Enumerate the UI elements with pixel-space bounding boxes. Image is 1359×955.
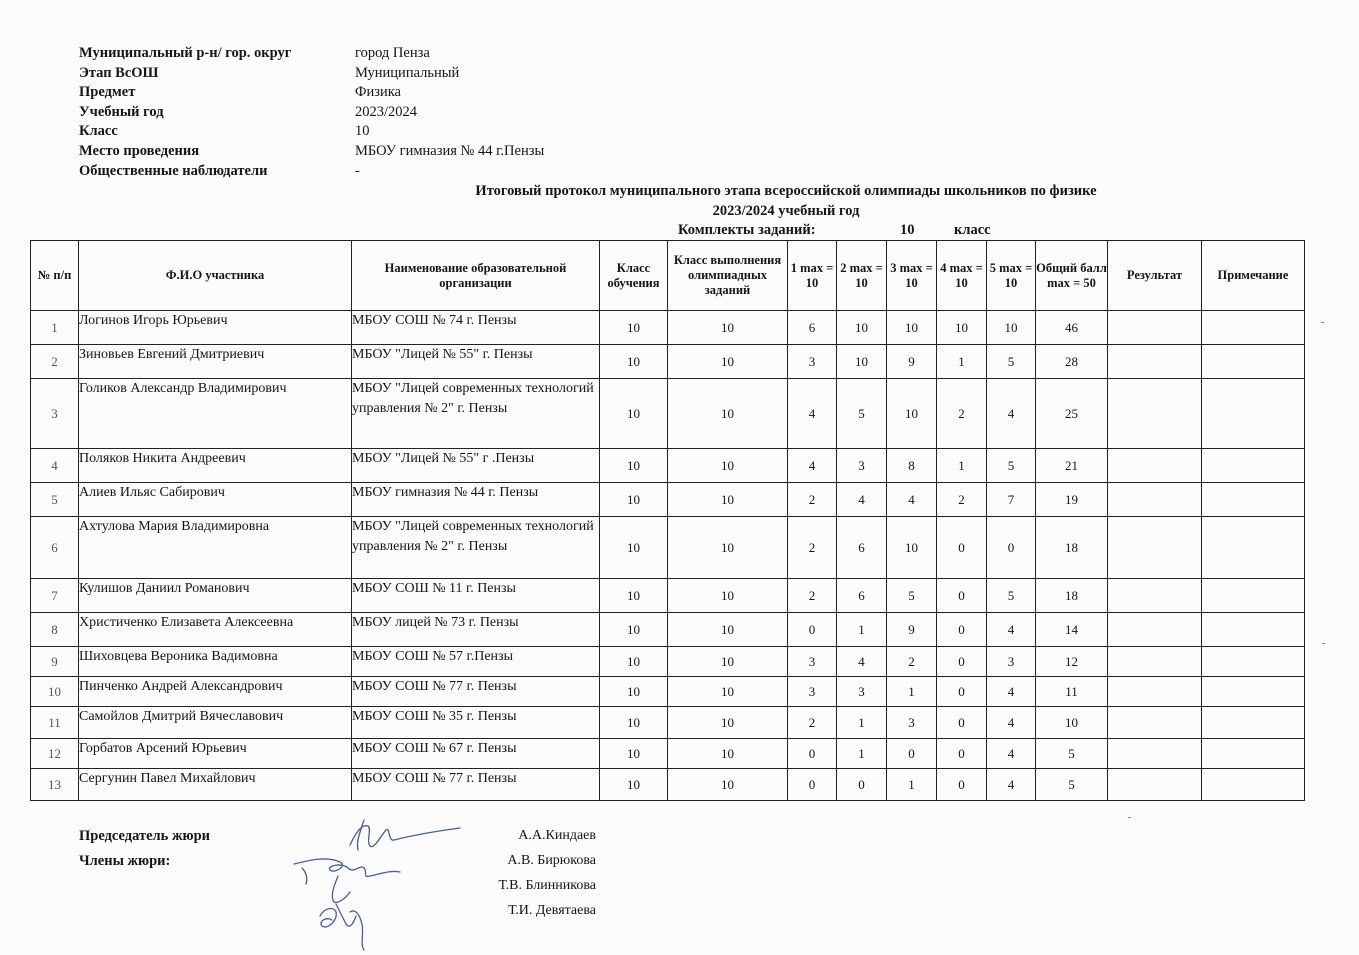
row-number: 8 [31, 613, 79, 647]
cell-note [1202, 517, 1305, 579]
cell-note [1202, 769, 1305, 801]
cell-s1: 4 [788, 449, 837, 483]
cell-note [1202, 579, 1305, 613]
meta-value: - [355, 162, 360, 179]
cell-s3: 10 [887, 517, 937, 579]
jury-members-label: Члены жюри: [79, 853, 171, 869]
cell-note [1202, 613, 1305, 647]
row-number: 10 [31, 677, 79, 707]
col-header-org: Наименование образовательной организации [352, 241, 600, 311]
col-header-task-3: 3 max = 10 [887, 241, 937, 311]
participant-name: Голиков Александр Владимирович [79, 379, 352, 449]
row-number: 5 [31, 483, 79, 517]
cell-grade: 10 [600, 379, 668, 449]
row-number: 13 [31, 769, 79, 801]
row-number: 7 [31, 579, 79, 613]
cell-exec: 10 [668, 345, 788, 379]
cell-result [1108, 579, 1202, 613]
cell-s1: 2 [788, 579, 837, 613]
col-header-task-2: 2 max = 10 [837, 241, 887, 311]
cell-s3: 10 [887, 311, 937, 345]
cell-exec: 10 [668, 769, 788, 801]
participant-name: Христиченко Елизавета Алексеевна [79, 613, 352, 647]
cell-s3: 8 [887, 449, 937, 483]
school-name: МБОУ гимназия № 44 г. Пензы [352, 483, 600, 517]
school-name: МБОУ СОШ № 11 г. Пензы [352, 579, 600, 613]
cell-result [1108, 613, 1202, 647]
cell-s4: 0 [937, 769, 987, 801]
meta-label: Муниципальный р-н/ гор. округ [79, 45, 292, 61]
table-row [31, 677, 1305, 707]
cell-s1: 6 [788, 311, 837, 345]
cell-grade: 10 [600, 613, 668, 647]
cell-total: 10 [1036, 707, 1108, 739]
cell-s1: 0 [788, 769, 837, 801]
cell-total: 28 [1036, 345, 1108, 379]
cell-grade: 10 [600, 677, 668, 707]
cell-exec: 10 [668, 311, 788, 345]
cell-exec: 10 [668, 677, 788, 707]
school-name: МБОУ "Лицей № 55" г. Пензы [352, 345, 600, 379]
school-name: МБОУ СОШ № 77 г. Пензы [352, 677, 600, 707]
cell-note [1202, 379, 1305, 449]
table-header-row [31, 241, 1305, 311]
table-row [31, 449, 1305, 483]
cell-s1: 2 [788, 483, 837, 517]
cell-s4: 2 [937, 379, 987, 449]
cell-total: 46 [1036, 311, 1108, 345]
cell-s2: 4 [837, 483, 887, 517]
table-row [31, 311, 1305, 345]
cell-result [1108, 647, 1202, 677]
cell-result [1108, 677, 1202, 707]
kits-suffix: класс [954, 222, 991, 238]
academic-year-title: 2023/2024 учебный год [712, 203, 860, 219]
cell-s3: 9 [887, 345, 937, 379]
meta-label: Общественные наблюдатели [79, 162, 268, 179]
cell-result [1108, 379, 1202, 449]
cell-s5: 5 [987, 345, 1036, 379]
cell-total: 5 [1036, 739, 1108, 769]
cell-grade: 10 [600, 647, 668, 677]
cell-note [1202, 677, 1305, 707]
cell-s4: 2 [937, 483, 987, 517]
meta-value: 2023/2024 [355, 103, 418, 120]
cell-s1: 3 [788, 345, 837, 379]
cell-note [1202, 739, 1305, 769]
cell-grade: 10 [600, 579, 668, 613]
col-header-fio: Ф.И.О участника [79, 241, 352, 311]
cell-total: 25 [1036, 379, 1108, 449]
cell-exec: 10 [668, 647, 788, 677]
cell-exec: 10 [668, 449, 788, 483]
school-name: МБОУ СОШ № 35 г. Пензы [352, 707, 600, 739]
cell-result [1108, 345, 1202, 379]
cell-s4: 0 [937, 707, 987, 739]
cell-total: 21 [1036, 449, 1108, 483]
table-row [31, 517, 1305, 579]
participant-name: Зиновьев Евгений Дмитриевич [79, 345, 352, 379]
cell-s5: 10 [987, 311, 1036, 345]
cell-total: 14 [1036, 613, 1108, 647]
school-name: МБОУ "Лицей № 55" г .Пензы [352, 449, 600, 483]
participant-name: Ахтулова Мария Владимировна [79, 517, 352, 579]
cell-s5: 0 [987, 517, 1036, 579]
row-number: 1 [31, 311, 79, 345]
cell-total: 18 [1036, 579, 1108, 613]
row-number: 3 [31, 379, 79, 449]
row-number: 11 [31, 707, 79, 739]
cell-s3: 9 [887, 613, 937, 647]
school-name: МБОУ лицей № 73 г. Пензы [352, 613, 600, 647]
cell-note [1202, 647, 1305, 677]
cell-s1: 2 [788, 707, 837, 739]
col-header-result: Результат [1108, 241, 1202, 311]
row-number: 12 [31, 739, 79, 769]
cell-s1: 0 [788, 739, 837, 769]
meta-value: Физика [355, 84, 401, 101]
cell-s5: 5 [987, 579, 1036, 613]
meta-label: Учебный год [79, 103, 164, 120]
cell-s2: 1 [837, 707, 887, 739]
cell-s5: 5 [987, 449, 1036, 483]
meta-value: 10 [355, 123, 370, 140]
cell-result [1108, 707, 1202, 739]
cell-result [1108, 449, 1202, 483]
row-number: 4 [31, 449, 79, 483]
cell-note [1202, 311, 1305, 345]
cell-s4: 0 [937, 677, 987, 707]
cell-s5: 4 [987, 739, 1036, 769]
col-header-total: Общий балл max = 50 [1036, 241, 1108, 311]
table-row [31, 345, 1305, 379]
meta-value: Муниципальный [355, 64, 460, 81]
table-row [31, 707, 1305, 739]
cell-s5: 3 [987, 647, 1036, 677]
col-header-task-4: 4 max = 10 [937, 241, 987, 311]
kits-value: 10 [900, 222, 915, 238]
cell-result [1108, 769, 1202, 801]
cell-s1: 4 [788, 379, 837, 449]
cell-grade: 10 [600, 739, 668, 769]
cell-s5: 4 [987, 769, 1036, 801]
participant-name: Пинченко Андрей Александрович [79, 677, 352, 707]
cell-s4: 10 [937, 311, 987, 345]
cell-s2: 10 [837, 311, 887, 345]
participant-name: Самойлов Дмитрий Вячеславович [79, 707, 352, 739]
table-row [31, 613, 1305, 647]
scan-speck [1128, 817, 1131, 818]
cell-s4: 0 [937, 613, 987, 647]
scan-speck [1321, 322, 1324, 323]
jury-member-name: Т.В. Блинникова [498, 878, 596, 893]
protocol-title: Итоговый протокол муниципального этапа всероссийской олимпиады школьников по физике [475, 183, 1097, 199]
meta-label: Предмет [79, 84, 136, 101]
cell-s2: 4 [837, 647, 887, 677]
cell-result [1108, 311, 1202, 345]
school-name: МБОУ СОШ № 77 г. Пензы [352, 769, 600, 801]
participant-name: Шиховцева Вероника Вадимовна [79, 647, 352, 677]
col-header-task-1: 1 max = 10 [788, 241, 837, 311]
meta-label: Класс [79, 123, 118, 140]
cell-grade: 10 [600, 707, 668, 739]
row-number: 2 [31, 345, 79, 379]
cell-s2: 1 [837, 613, 887, 647]
cell-result [1108, 483, 1202, 517]
cell-s5: 7 [987, 483, 1036, 517]
meta-value: МБОУ гимназия № 44 г.Пензы [355, 142, 545, 159]
school-name: МБОУ СОШ № 57 г.Пензы [352, 647, 600, 677]
school-name: МБОУ СОШ № 67 г. Пензы [352, 739, 600, 769]
cell-total: 19 [1036, 483, 1108, 517]
cell-s3: 0 [887, 739, 937, 769]
cell-s3: 2 [887, 647, 937, 677]
meta-label: Этап ВсОШ [79, 64, 159, 81]
cell-exec: 10 [668, 483, 788, 517]
cell-s1: 3 [788, 647, 837, 677]
cell-s3: 10 [887, 379, 937, 449]
cell-note [1202, 345, 1305, 379]
cell-total: 12 [1036, 647, 1108, 677]
cell-note [1202, 483, 1305, 517]
col-header-task-5: 5 max = 10 [987, 241, 1036, 311]
cell-exec: 10 [668, 739, 788, 769]
kits-label: Комплекты заданий: [678, 222, 816, 238]
cell-grade: 10 [600, 311, 668, 345]
cell-total: 18 [1036, 517, 1108, 579]
cell-note [1202, 707, 1305, 739]
cell-s4: 0 [937, 579, 987, 613]
cell-s5: 4 [987, 379, 1036, 449]
cell-s2: 0 [837, 769, 887, 801]
school-name: МБОУ "Лицей современных технологий управления № 2" г. Пензы [352, 517, 600, 579]
cell-s4: 1 [937, 345, 987, 379]
jury-chair-label: Председатель жюри [79, 828, 210, 844]
cell-s1: 3 [788, 677, 837, 707]
cell-s3: 1 [887, 769, 937, 801]
cell-s2: 5 [837, 379, 887, 449]
row-number: 6 [31, 517, 79, 579]
meta-value: город Пенза [355, 45, 430, 61]
participant-name: Сергунин Павел Михайлович [79, 769, 352, 801]
cell-s4: 1 [937, 449, 987, 483]
cell-s3: 1 [887, 677, 937, 707]
participant-name: Кулишов Даниил Романович [79, 579, 352, 613]
cell-note [1202, 449, 1305, 483]
cell-s5: 4 [987, 677, 1036, 707]
cell-exec: 10 [668, 707, 788, 739]
cell-s2: 6 [837, 517, 887, 579]
row-number: 9 [31, 647, 79, 677]
table-row [31, 769, 1305, 801]
cell-total: 5 [1036, 769, 1108, 801]
cell-s4: 0 [937, 647, 987, 677]
jury-signatures [290, 812, 480, 954]
jury-member-name: А.В. Бирюкова [507, 853, 596, 868]
table-row [31, 739, 1305, 769]
col-header-grade: Класс обучения [600, 241, 668, 311]
meta-label: Место проведения [79, 142, 200, 159]
cell-total: 11 [1036, 677, 1108, 707]
cell-exec: 10 [668, 613, 788, 647]
cell-s3: 5 [887, 579, 937, 613]
cell-result [1108, 739, 1202, 769]
col-header-note: Примечание [1202, 241, 1305, 311]
cell-grade: 10 [600, 769, 668, 801]
table-row [31, 379, 1305, 449]
cell-grade: 10 [600, 345, 668, 379]
cell-s2: 1 [837, 739, 887, 769]
table-row [31, 483, 1305, 517]
cell-grade: 10 [600, 483, 668, 517]
cell-s4: 0 [937, 517, 987, 579]
cell-grade: 10 [600, 449, 668, 483]
participant-name: Поляков Никита Андреевич [79, 449, 352, 483]
cell-result [1108, 517, 1202, 579]
cell-exec: 10 [668, 517, 788, 579]
school-name: МБОУ СОШ № 74 г. Пензы [352, 311, 600, 345]
cell-exec: 10 [668, 579, 788, 613]
results-table [30, 240, 1305, 801]
cell-s2: 3 [837, 449, 887, 483]
cell-exec: 10 [668, 379, 788, 449]
cell-s5: 4 [987, 707, 1036, 739]
participant-name: Горбатов Арсений Юрьевич [79, 739, 352, 769]
cell-s1: 0 [788, 613, 837, 647]
table-row [31, 647, 1305, 677]
cell-s3: 3 [887, 707, 937, 739]
cell-s2: 6 [837, 579, 887, 613]
cell-s2: 3 [837, 677, 887, 707]
cell-s2: 10 [837, 345, 887, 379]
participant-name: Алиев Ильяс Сабирович [79, 483, 352, 517]
col-header-grade-exec: Класс выполнения олимпиадных заданий [668, 241, 788, 311]
school-name: МБОУ "Лицей современных технологий управления № 2" г. Пензы [352, 379, 600, 449]
participant-name: Логинов Игорь Юрьевич [79, 311, 352, 345]
cell-s5: 4 [987, 613, 1036, 647]
table-row [31, 579, 1305, 613]
cell-s4: 0 [937, 739, 987, 769]
cell-s1: 2 [788, 517, 837, 579]
col-header-num: № п/п [31, 241, 79, 311]
jury-member-name: Т.И. Девятаева [508, 903, 596, 918]
jury-chair-name: А.А.Киндаев [518, 828, 596, 843]
scan-speck [1322, 643, 1325, 644]
cell-s3: 4 [887, 483, 937, 517]
cell-grade: 10 [600, 517, 668, 579]
